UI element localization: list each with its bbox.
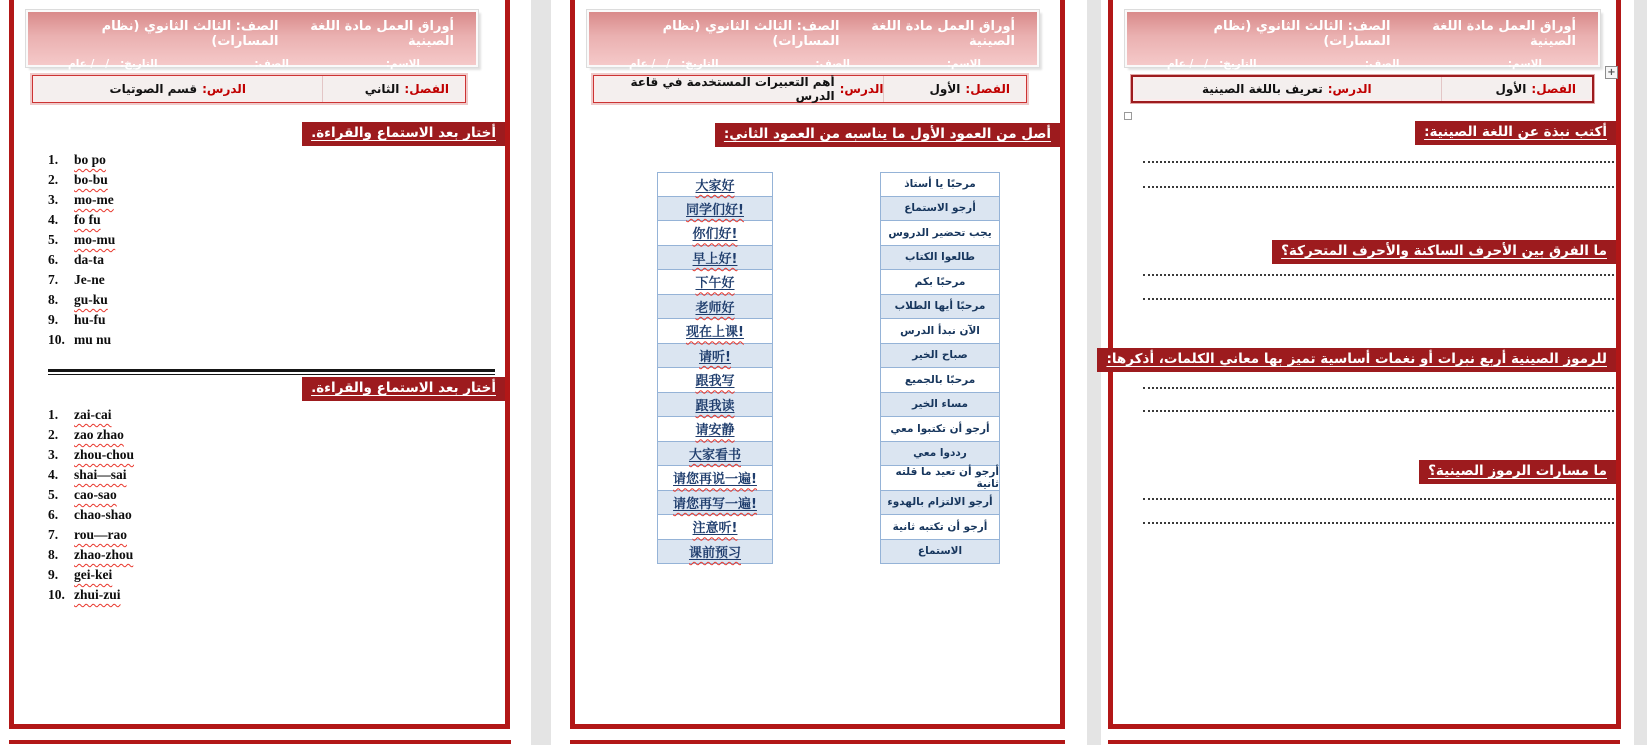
- double-rule-divider: [48, 369, 495, 375]
- item-word: fo fu: [74, 212, 101, 227]
- item-word: shai—sai: [74, 467, 127, 482]
- phonetic-list-item: [48, 405, 348, 425]
- chapter-cell: [1441, 77, 1592, 101]
- item-word: da-ta: [74, 252, 104, 267]
- chinese-phrase-cell: [657, 368, 773, 393]
- lesson-cell: [594, 76, 883, 102]
- phonetic-list-item: [48, 150, 348, 170]
- item-number: 8.: [48, 292, 59, 307]
- phonetic-list-item: [48, 445, 348, 465]
- item-word: zai-cai: [74, 407, 112, 422]
- chinese-phrase-cell: [657, 417, 773, 442]
- chinese-phrase-cell: [657, 442, 773, 467]
- lesson-value: تعريف باللغة الصينية: [1201, 82, 1323, 96]
- item-number: 4.: [48, 467, 59, 482]
- chinese-phrase-text: 老师好: [695, 300, 735, 316]
- chapter-lesson-bar: [32, 75, 466, 103]
- chapter-label: الفصل:: [404, 82, 449, 96]
- chinese-phrase: [695, 297, 734, 316]
- class-label: الصف:: [254, 58, 289, 70]
- item-word: zao zhao: [74, 427, 124, 442]
- page-2-border: [570, 0, 1065, 729]
- chapter-label: الفصل:: [1531, 82, 1576, 96]
- question-banner-3: للرموز الصينية أربع نبرات أو نغمات أساسية تميز بها معاني الكلمات، أذكرها:: [1097, 348, 1616, 372]
- name-label: الاسم:: [385, 58, 420, 70]
- date-label: التاريخ: / / عام: [1167, 58, 1257, 70]
- item-word: rou—rao: [74, 527, 127, 542]
- chinese-phrase-text: 请听!: [699, 349, 731, 365]
- chinese-phrase: [695, 395, 734, 414]
- item-number: 5.: [48, 487, 59, 502]
- answer-line: [1143, 274, 1614, 276]
- answer-line: [1143, 298, 1614, 300]
- arabic-phrase-cell: رددوا معي: [880, 442, 1000, 467]
- header-row-2: [589, 49, 1037, 70]
- arabic-phrase-cell: أرجو أن تكتبه ثانية: [880, 515, 1000, 540]
- phonetic-list-item: [48, 485, 348, 505]
- page-2: [551, 0, 1087, 745]
- arabic-phrase-cell: صباح الخير: [880, 344, 1000, 369]
- answer-line: [1143, 186, 1614, 188]
- lesson-value: أهم التعبيرات المستخدمة في قاعة الدرس: [630, 75, 835, 103]
- grade-line: الصف: الثالث الثانوي (نظام المسارات): [101, 19, 279, 49]
- item-word: chao-shao: [74, 507, 132, 522]
- arabic-phrase-cell: مرحبًا بكم: [880, 270, 1000, 295]
- lesson-label: الدرس:: [1327, 82, 1372, 96]
- class-label: الصف:: [1364, 58, 1400, 70]
- worksheet-title: أوراق العمل مادة اللغة الصينية: [1432, 19, 1576, 49]
- phonetic-list-item: [48, 465, 348, 485]
- header-row-2: [1127, 49, 1598, 70]
- chinese-phrase-text: 你们好!: [692, 227, 738, 243]
- item-number: 6.: [48, 507, 59, 522]
- next-page-edge: [9, 740, 511, 744]
- lesson-value: قسم الصوتيات: [109, 82, 198, 96]
- chinese-phrase: [699, 346, 731, 365]
- chinese-phrase-cell: [657, 295, 773, 320]
- chinese-phrase: [695, 272, 734, 291]
- item-number: 6.: [48, 252, 59, 267]
- header-row-2: [28, 49, 476, 70]
- page-1: [0, 0, 531, 745]
- lesson-cell: [33, 76, 322, 102]
- chinese-phrase-cell: [657, 393, 773, 418]
- phonetic-list-item: [48, 545, 348, 565]
- phonetic-list-item: [48, 270, 348, 290]
- chinese-phrase-text: 大家看书: [688, 447, 741, 463]
- chinese-phrase: [686, 199, 744, 218]
- chapter-value: الثاني: [364, 82, 400, 96]
- chinese-phrase-text: 课前预习: [688, 545, 741, 561]
- item-word: mo-me: [74, 192, 114, 207]
- chinese-phrase-text: 现在上课!: [686, 325, 744, 341]
- page-1-border: [9, 0, 510, 729]
- chinese-phrase-cell: [657, 319, 773, 344]
- question-banner-2: ما الفرق بين الأحرف الساكنة والأحرف المتحركة؟: [1272, 240, 1616, 264]
- item-word: hu-fu: [74, 312, 106, 327]
- item-word: bo-bu: [74, 172, 108, 187]
- scroll-margin: [1634, 0, 1647, 745]
- arabic-phrase-cell: أرجو أن تكتبوا معي: [880, 417, 1000, 442]
- phonetic-list-item: [48, 230, 348, 250]
- phonetics-list-2: [48, 405, 348, 605]
- phonetic-list-item: [48, 210, 348, 230]
- arabic-phrase-cell: يجب تحضير الدروس: [880, 221, 1000, 246]
- chinese-phrase-cell: [657, 466, 773, 491]
- item-word: mo-mu: [74, 232, 116, 247]
- chapter-value: الأول: [929, 82, 961, 96]
- next-page-edge: [1108, 740, 1620, 744]
- header-row-1: [589, 12, 1037, 49]
- phonetic-list-item: [48, 525, 348, 545]
- arabic-phrase-cell: أرجو أن تعيد ما قلته ثانية: [880, 466, 1000, 491]
- page-3: [1101, 0, 1634, 745]
- phonetic-list-item: [48, 290, 348, 310]
- chinese-phrase: [673, 468, 757, 487]
- chinese-column: [657, 172, 773, 564]
- next-page-edge: [570, 740, 1065, 744]
- item-word: zhui-zui: [74, 587, 121, 602]
- lesson-label: الدرس:: [839, 82, 884, 96]
- item-word: gu-ku: [74, 292, 108, 307]
- worksheet-title: أوراق العمل مادة اللغة الصينية: [871, 19, 1015, 49]
- question-banner-1: أكتب نبذة عن اللغة الصينية:: [1415, 121, 1616, 145]
- item-word: zhao-zhou: [74, 547, 134, 562]
- chapter-cell: [883, 76, 1026, 102]
- chinese-phrase-cell: [657, 491, 773, 516]
- page-gap: [1087, 0, 1101, 745]
- chinese-phrase-text: 跟我写: [695, 374, 735, 390]
- arabic-phrase-cell: مرحبًا بالجميع: [880, 368, 1000, 393]
- chinese-phrase-cell: [657, 197, 773, 222]
- arabic-phrase-cell: مساء الخير: [880, 393, 1000, 418]
- worksheet-header: [26, 10, 478, 70]
- item-number: 1.: [48, 407, 59, 422]
- chinese-phrase: [689, 542, 741, 561]
- chinese-phrase-text: 请您再写一遍!: [673, 496, 757, 512]
- item-number: 3.: [48, 447, 59, 462]
- chinese-phrase: [673, 493, 757, 512]
- arabic-phrase-cell: مرحبًا أيها الطلاب: [880, 295, 1000, 320]
- name-label: الاسم:: [1507, 58, 1542, 70]
- chinese-phrase: [693, 248, 738, 267]
- chinese-phrase: [695, 419, 734, 438]
- item-number: 2.: [48, 172, 59, 187]
- page-gap: [531, 0, 551, 745]
- header-row-1: [28, 12, 476, 49]
- item-number: 2.: [48, 427, 59, 442]
- anchor-checkbox-marker[interactable]: [1124, 112, 1132, 120]
- item-word: mu nu: [74, 332, 112, 347]
- item-word: bo po: [74, 152, 106, 167]
- phonetic-list-item: [48, 585, 348, 605]
- table-move-handle-icon[interactable]: +: [1605, 66, 1618, 79]
- phonetic-list-item: [48, 310, 348, 330]
- item-number: 7.: [48, 527, 59, 542]
- chinese-phrase: [695, 370, 734, 389]
- chinese-phrase-cell: [657, 540, 773, 565]
- chinese-phrase-text: 早上好!: [692, 251, 738, 267]
- item-number: 10.: [48, 332, 65, 347]
- item-number: 8.: [48, 547, 59, 562]
- phonetics-list-1: [48, 150, 348, 350]
- item-number: 9.: [48, 312, 59, 327]
- item-word: cao-sao: [74, 487, 117, 502]
- chinese-phrase: [689, 444, 741, 463]
- date-label: التاريخ: / / عام: [629, 58, 719, 70]
- arabic-phrase-cell: مرحبًا يا أستاذ: [880, 172, 1000, 197]
- chapter-lesson-bar: [1131, 75, 1594, 103]
- chinese-phrase: [686, 321, 744, 340]
- answer-line: [1143, 161, 1614, 163]
- phonetic-list-item: [48, 565, 348, 585]
- arabic-phrase-cell: الاستماع: [880, 540, 1000, 565]
- chinese-phrase-text: 注意听!: [692, 521, 738, 537]
- question-banner-4: ما مسارات الرموز الصينية؟: [1419, 460, 1616, 484]
- chinese-phrase-text: 请安静: [695, 423, 735, 439]
- chinese-phrase-cell: [657, 270, 773, 295]
- chinese-phrase-cell: [657, 344, 773, 369]
- grade-line: الصف: الثالث الثانوي (نظام المسارات): [1213, 19, 1391, 49]
- header-row-1: [1127, 12, 1598, 49]
- class-label: الصف:: [815, 58, 850, 70]
- item-word: gei-kei: [74, 567, 113, 582]
- phonetic-list-item: [48, 170, 348, 190]
- date-label: التاريخ: / / عام: [68, 58, 158, 70]
- chinese-phrase-cell: [657, 172, 773, 197]
- exercise-banner-1: أختار بعد الاستماع والقراءة.: [302, 122, 505, 146]
- chinese-phrase: [693, 517, 738, 536]
- phonetic-list-item: [48, 330, 348, 350]
- phonetic-list-item: [48, 505, 348, 525]
- worksheet-header: [587, 10, 1039, 70]
- answer-line: [1143, 522, 1614, 524]
- arabic-phrase-cell: طالعوا الكتاب: [880, 246, 1000, 271]
- answer-line: [1143, 410, 1614, 412]
- chinese-phrase-text: 请您再说一遍!: [673, 472, 757, 488]
- chinese-phrase-text: 下午好: [695, 276, 735, 292]
- item-number: 9.: [48, 567, 59, 582]
- arabic-phrase-cell: الآن نبدأ الدرس: [880, 319, 1000, 344]
- chinese-phrase-cell: [657, 221, 773, 246]
- worksheet-title: أوراق العمل مادة اللغة الصينية: [310, 19, 454, 49]
- item-number: 3.: [48, 192, 59, 207]
- phonetic-list-item: [48, 250, 348, 270]
- grade-line: الصف: الثالث الثانوي (نظام المسارات): [662, 19, 840, 49]
- item-number: 10.: [48, 587, 65, 602]
- item-number: 1.: [48, 152, 59, 167]
- item-number: 4.: [48, 212, 59, 227]
- answer-line: [1143, 498, 1614, 500]
- lesson-label: الدرس:: [202, 82, 246, 96]
- exercise-banner-2: أختار بعد الاستماع والقراءة.: [302, 377, 505, 401]
- chapter-value: الأول: [1495, 82, 1527, 96]
- name-label: الاسم:: [946, 58, 981, 70]
- arabic-phrase-cell: أرجو الالتزام بالهدوء: [880, 491, 1000, 516]
- item-number: 7.: [48, 272, 59, 287]
- chinese-phrase-cell: [657, 246, 773, 271]
- page-3-border: [1108, 0, 1621, 729]
- worksheet-header: [1125, 10, 1600, 70]
- chinese-phrase: [695, 175, 734, 194]
- chapter-label: الفصل:: [965, 82, 1010, 96]
- item-word: zhou-chou: [74, 447, 135, 462]
- chinese-phrase: [693, 223, 738, 242]
- chinese-phrase-text: 同学们好!: [686, 202, 744, 218]
- answer-line: [1143, 387, 1614, 389]
- item-number: 5.: [48, 232, 59, 247]
- arabic-phrase-cell: أرجو الاستماع: [880, 197, 1000, 222]
- chapter-cell: [322, 76, 465, 102]
- phonetic-list-item: [48, 425, 348, 445]
- chinese-phrase-cell: [657, 515, 773, 540]
- phonetic-list-item: [48, 190, 348, 210]
- item-word: Je-ne: [74, 272, 105, 287]
- chapter-lesson-bar: [593, 75, 1027, 103]
- lesson-cell: [1133, 77, 1441, 101]
- chinese-phrase-text: 跟我读: [695, 398, 735, 414]
- chinese-phrase-text: 大家好: [695, 178, 735, 194]
- arabic-column: [880, 172, 1000, 564]
- matching-banner: أصل من العمود الأول ما يناسبه من العمود الثاني:: [715, 123, 1060, 147]
